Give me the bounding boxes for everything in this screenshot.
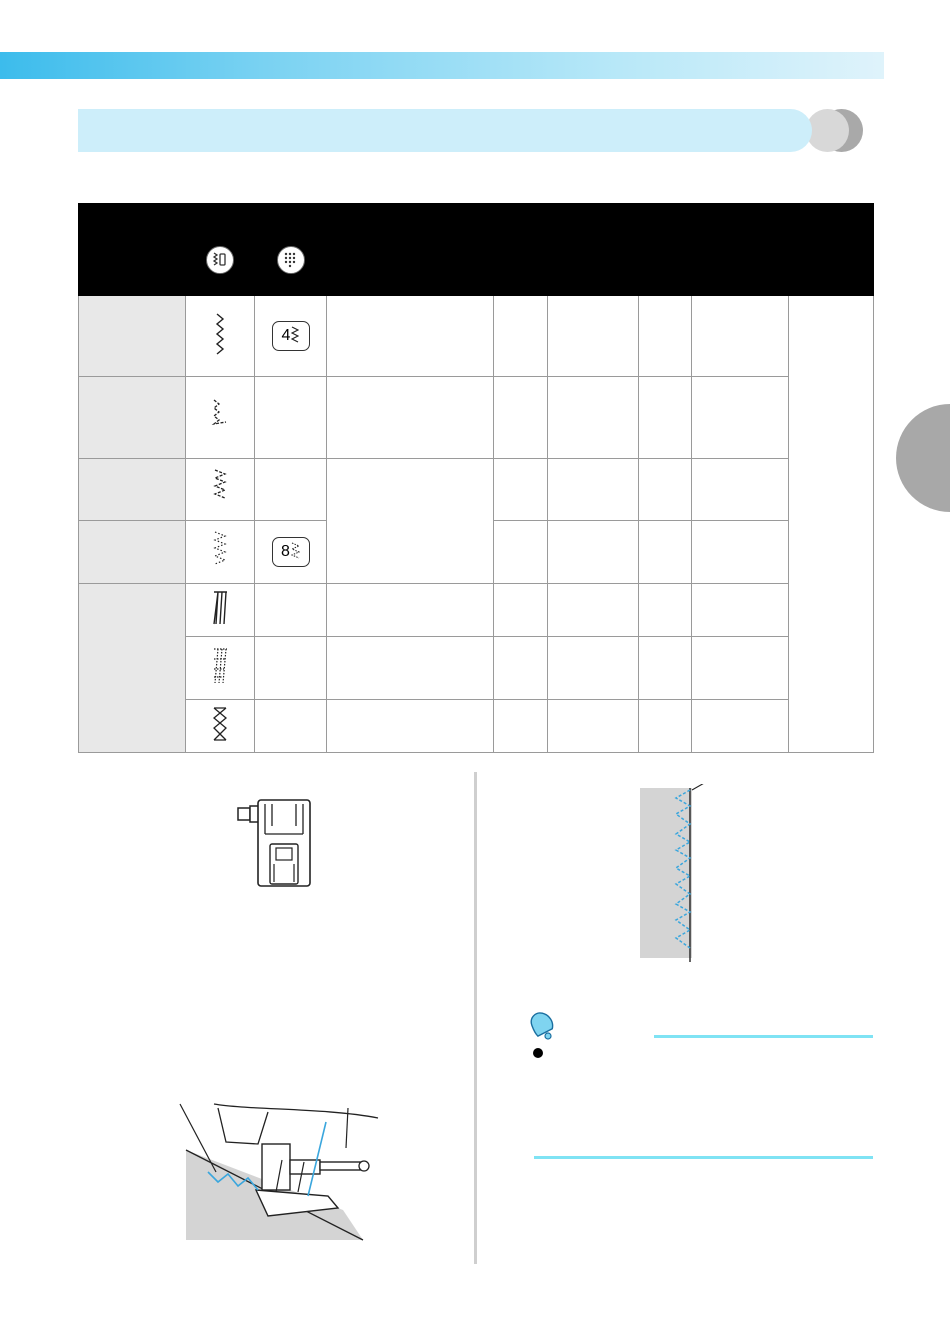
three-step-zigzag-icon	[212, 468, 228, 506]
width-auto-cell	[494, 459, 548, 521]
stitch-settings-table	[78, 203, 874, 753]
memo-bottom-rule	[534, 1156, 873, 1159]
stitch-name-cell	[79, 521, 186, 584]
pattern-key-cell	[255, 521, 327, 584]
finished-overcasting-diagram	[638, 784, 718, 964]
overcasting-stitch-icon	[211, 590, 229, 626]
stitch-symbol-cell	[186, 377, 255, 459]
stitch-name-cell	[79, 459, 186, 521]
header-length-manual	[692, 270, 789, 296]
application-cell	[327, 637, 494, 700]
presser-foot-illustration	[230, 796, 312, 888]
header-pattern-key	[255, 204, 327, 296]
table-row	[79, 377, 874, 459]
width-manual-cell	[548, 700, 639, 753]
pattern-number-key	[272, 321, 310, 351]
pattern-key-cell	[255, 700, 327, 753]
stitch-selection-key-icon	[206, 246, 234, 274]
pattern-key-cell	[255, 377, 327, 459]
application-cell	[327, 459, 494, 584]
length-manual-cell	[692, 296, 789, 377]
width-auto-cell	[494, 521, 548, 584]
chapter-header-bar	[0, 52, 884, 79]
table-row	[79, 637, 874, 700]
stitch-name-cell	[79, 296, 186, 377]
length-auto-cell	[639, 459, 692, 521]
header-stitch-length	[639, 204, 789, 270]
stitch-name-cell	[79, 584, 186, 753]
length-auto-cell	[639, 637, 692, 700]
application-cell	[327, 584, 494, 637]
width-auto-cell	[494, 296, 548, 377]
pattern-key-cell	[255, 296, 327, 377]
stitch-symbol-cell	[186, 700, 255, 753]
memo-top-rule	[654, 1035, 873, 1038]
length-auto-cell	[639, 377, 692, 459]
header-width-manual	[548, 270, 639, 296]
width-manual-cell	[548, 296, 639, 377]
length-manual-cell	[692, 377, 789, 459]
memo-bullet	[533, 1048, 543, 1058]
width-manual-cell	[548, 521, 639, 584]
length-auto-cell	[639, 521, 692, 584]
length-manual-cell	[692, 459, 789, 521]
cross-stitch-icon	[212, 706, 228, 742]
three-step-zigzag-icon	[291, 542, 300, 562]
dotted-overcasting-icon	[211, 647, 229, 685]
pattern-key-cell	[255, 584, 327, 637]
application-cell	[327, 700, 494, 753]
width-auto-cell	[494, 584, 548, 637]
zigzag-stitch-icon	[213, 312, 227, 356]
stitch-symbol-cell	[186, 296, 255, 377]
application-cell	[327, 377, 494, 459]
length-manual-cell	[692, 700, 789, 753]
header-application	[327, 204, 494, 296]
stitch-symbol-cell	[186, 637, 255, 700]
width-manual-cell	[548, 637, 639, 700]
length-auto-cell	[639, 700, 692, 753]
sewing-machine-illustration	[178, 1100, 388, 1242]
length-manual-cell	[692, 584, 789, 637]
stitch-name-cell	[79, 377, 186, 459]
header-utility-key	[186, 204, 255, 296]
dotted-zigzag-icon	[212, 530, 228, 570]
presser-foot-cell	[789, 296, 874, 753]
width-manual-cell	[548, 377, 639, 459]
length-auto-cell	[639, 584, 692, 637]
pattern-grid-key-icon	[277, 246, 305, 274]
pattern-number: 8	[281, 543, 290, 560]
stitch-symbol-cell	[186, 521, 255, 584]
width-manual-cell	[548, 584, 639, 637]
zigzag-stitch-icon	[291, 326, 299, 346]
stitch-symbol-cell	[186, 459, 255, 521]
table-row	[79, 700, 874, 753]
section-pill-cap-light	[806, 109, 849, 152]
pattern-key-cell	[255, 637, 327, 700]
table-row	[79, 459, 874, 521]
header-stitch-name	[79, 204, 186, 296]
width-auto-cell	[494, 377, 548, 459]
header-width-auto	[494, 270, 548, 296]
pattern-number: 4	[281, 327, 291, 344]
width-manual-cell	[548, 459, 639, 521]
length-manual-cell	[692, 637, 789, 700]
length-manual-cell	[692, 521, 789, 584]
column-divider	[474, 772, 477, 1264]
table-row	[79, 296, 874, 377]
length-auto-cell	[639, 296, 692, 377]
bell-memo-icon	[526, 1008, 558, 1040]
width-auto-cell	[494, 637, 548, 700]
blind-stitch-icon	[210, 396, 230, 434]
chapter-side-tab	[896, 404, 950, 512]
section-heading-bar	[78, 109, 812, 152]
application-cell	[327, 296, 494, 377]
table-row	[79, 584, 874, 637]
stitch-symbol-cell	[186, 584, 255, 637]
header-presser-foot	[789, 204, 874, 296]
pattern-key-cell	[255, 459, 327, 521]
width-auto-cell	[494, 700, 548, 753]
pattern-number-key	[272, 537, 310, 567]
header-stitch-width	[494, 204, 639, 270]
header-length-auto	[639, 270, 692, 296]
